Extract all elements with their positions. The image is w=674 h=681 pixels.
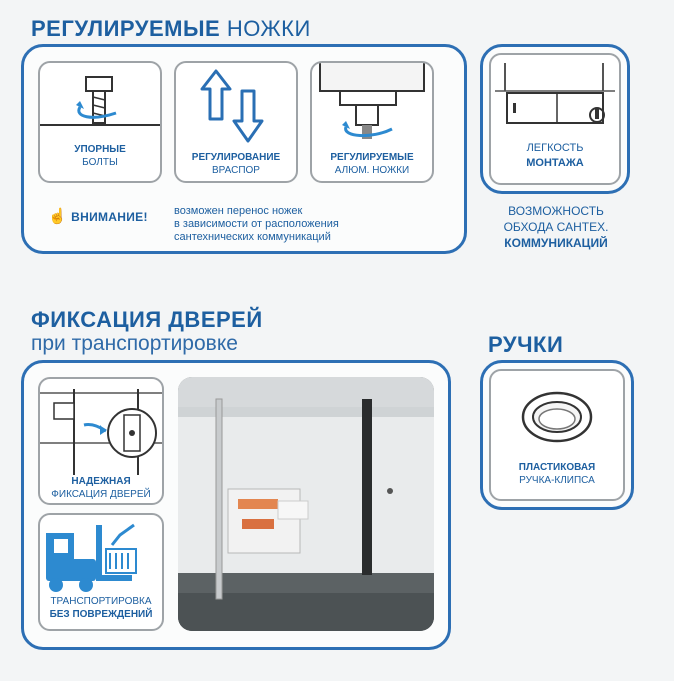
- warning-line-3: сантехнических коммуникаций: [174, 231, 331, 243]
- legs-panel: [21, 44, 467, 254]
- card-easy-mount: [489, 53, 621, 185]
- card-transport-line2: БЕЗ ПОВРЕЖДЕНИЙ: [49, 609, 153, 620]
- card-door-fixing: [38, 377, 164, 505]
- card-spacer-adjust-line2: ВРАСПОР: [212, 165, 260, 176]
- card-alu-legs-line2: АЛЮМ. НОЖКИ: [334, 165, 410, 176]
- warning: [48, 207, 178, 227]
- doors-title: [31, 307, 263, 333]
- bypass-line-2: ОБХОДА САНТЕХ.: [503, 220, 609, 234]
- card-easy-mount-line1: ЛЕГКОСТЬ: [526, 142, 584, 154]
- card-alu-legs: [310, 61, 434, 183]
- card-plastic-handle: [489, 369, 625, 501]
- card-easy-mount-line2: МОНТАЖА: [526, 157, 584, 169]
- card-plastic-handle-line2: РУЧКА-КЛИПСА: [519, 475, 595, 486]
- warning-text: [174, 205, 339, 244]
- card-alu-legs-line1: РЕГУЛИРУЕМЫЕ: [330, 152, 414, 163]
- card-transport: [38, 513, 164, 631]
- card-support-bolts-line2: БОЛТЫ: [82, 157, 118, 168]
- card-spacer-adjust-line1: РЕГУЛИРОВАНИЕ: [191, 152, 281, 163]
- card-door-fixing-line1: НАДЕЖНАЯ: [71, 476, 131, 487]
- warning-label: ВНИМАНИЕ!: [71, 210, 148, 224]
- card-plastic-handle-line1: ПЛАСТИКОВАЯ: [518, 462, 596, 473]
- handles-title-text: РУЧКИ: [488, 332, 564, 357]
- legs-title-light: НОЖКИ: [226, 16, 311, 41]
- bypass-line-3: КОММУНИКАЦИЙ: [504, 236, 608, 250]
- pointing-hand-icon: ☝: [48, 208, 67, 225]
- card-support-bolts: [38, 61, 162, 183]
- card-support-bolts-line1: УПОРНЫЕ: [74, 144, 126, 155]
- photo-illustration: [178, 377, 434, 631]
- doors-title-text: ФИКСАЦИЯ ДВЕРЕЙ: [31, 307, 263, 332]
- card-transport-line1: ТРАНСПОРТИРОВКА: [50, 596, 152, 607]
- handles-title: [488, 332, 563, 358]
- doors-subtitle: при транспортировке: [31, 332, 238, 355]
- bath-screen-photo: [178, 377, 434, 631]
- doors-panel: [21, 360, 451, 650]
- legs-title: [31, 16, 311, 42]
- handles-panel: [480, 360, 634, 510]
- card-door-fixing-line2: ФИКСАЦИЯ ДВЕРЕЙ: [51, 489, 151, 500]
- bypass-line-1: ВОЗМОЖНОСТЬ: [508, 204, 604, 218]
- warning-line-1: возможен перенос ножек: [174, 205, 303, 217]
- warning-line-2: в зависимости от расположения: [174, 218, 339, 230]
- mount-panel: [480, 44, 630, 194]
- mount-bypass-text: [474, 203, 638, 251]
- card-spacer-adjust: [174, 61, 298, 183]
- legs-title-bold: РЕГУЛИРУЕМЫЕ: [31, 16, 221, 41]
